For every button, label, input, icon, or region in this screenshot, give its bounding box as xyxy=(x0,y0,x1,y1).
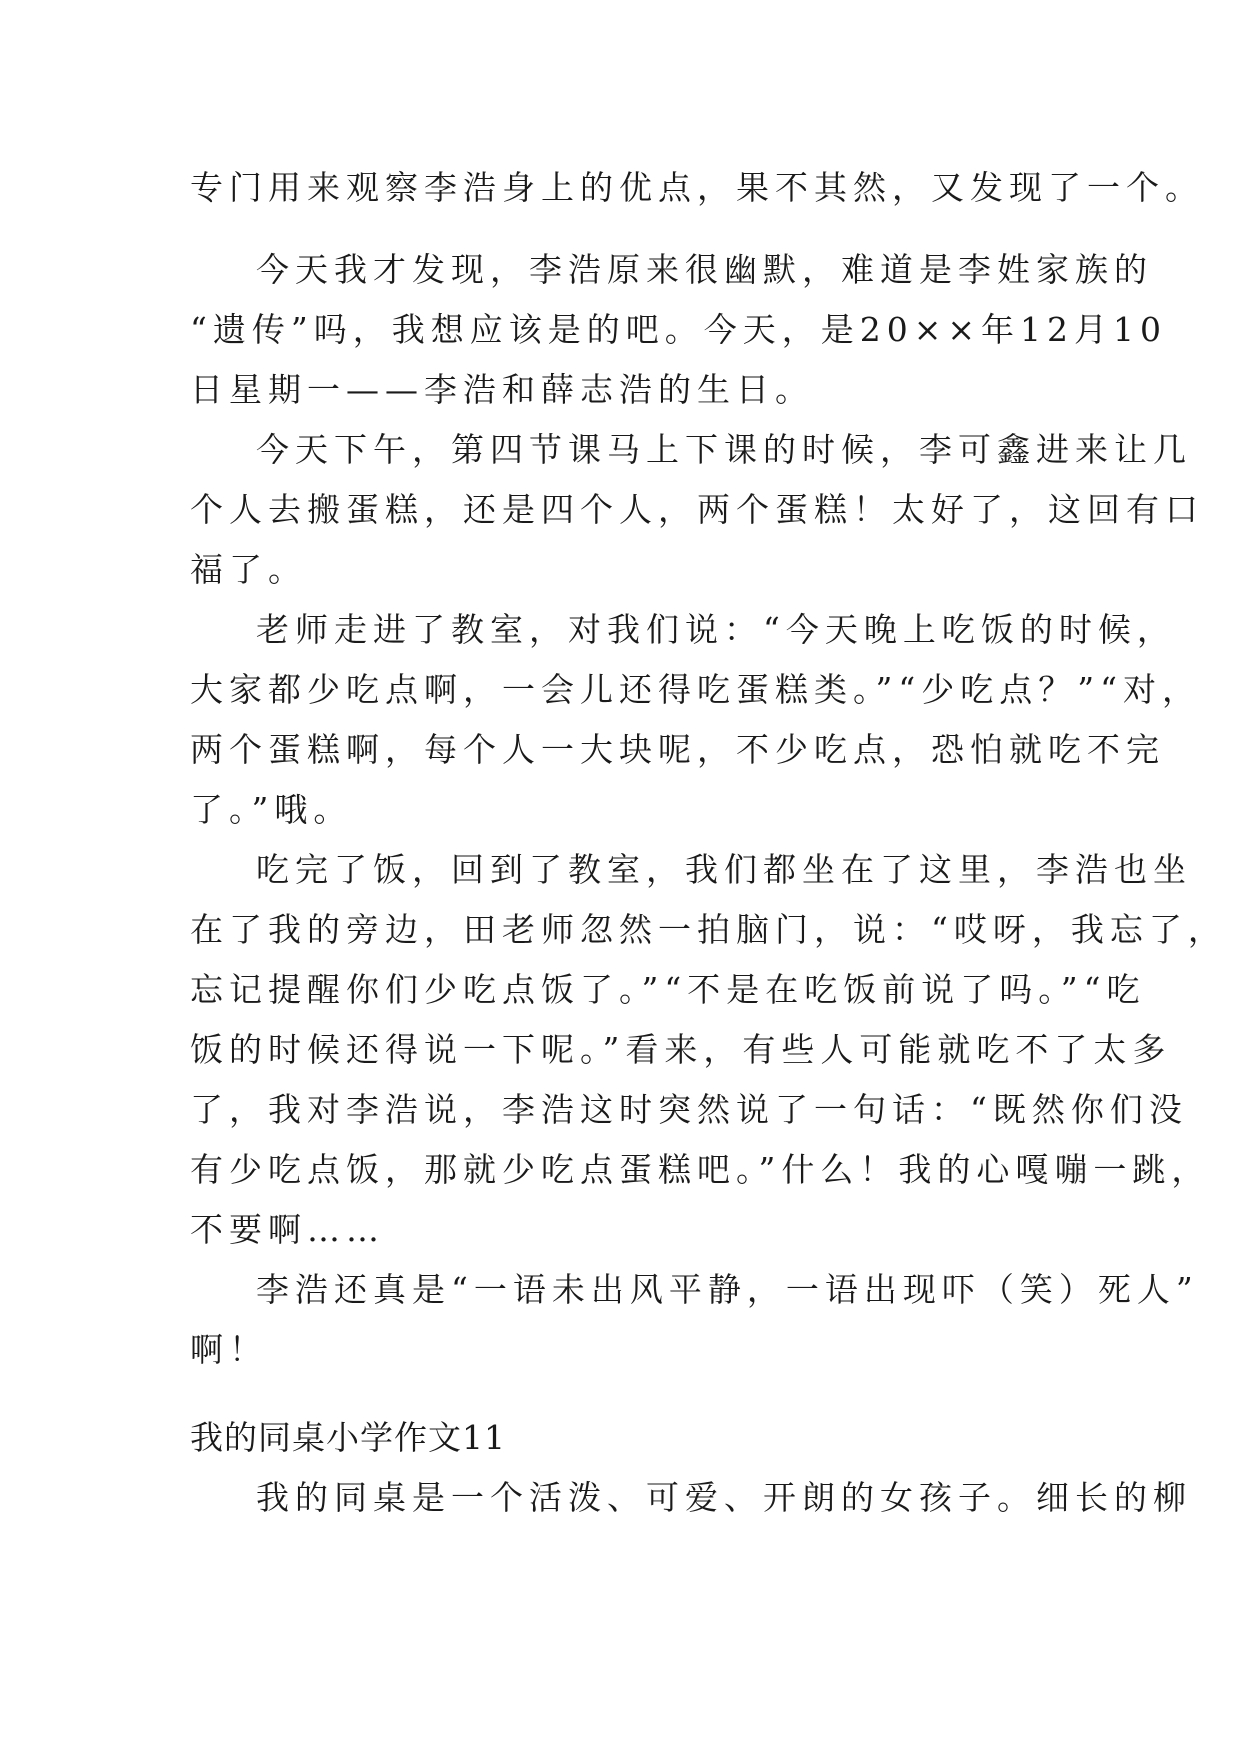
paragraph-continuation xyxy=(190,158,1204,218)
section-heading: 我的同桌小学作文11 xyxy=(190,1418,506,1457)
text-line: 啊！ xyxy=(190,1330,268,1369)
text-line: 不要啊…… xyxy=(190,1210,385,1249)
text-line: 了。”哦。 xyxy=(190,790,353,829)
text-line: 今天我才发现，李浩原来很幽默，难道是李姓家族的 xyxy=(256,250,1153,289)
text-line: 了，我对李浩说，李浩这时突然说了一句话：“既然你们没 xyxy=(190,1090,1188,1129)
text-line: 饭的时候还得说一下呢。”看来，有些人可能就吃不了太多 xyxy=(190,1030,1172,1069)
text-line: 专门用来观察李浩身上的优点，果不其然，又发现了一个。 xyxy=(190,168,1204,207)
text-line: 今天下午，第四节课马上下课的时候，李可鑫进来让几 xyxy=(256,430,1192,469)
text-line: 大家都少吃点啊，一会儿还得吃蛋糕类。”“少吃点？”“对， xyxy=(190,670,1201,709)
essay-title xyxy=(190,1408,1060,1468)
text-line: 在了我的旁边，田老师忽然一拍脑门，说：“哎呀，我忘了， xyxy=(190,910,1227,949)
text-line: 老师走进了教室，对我们说：“今天晚上吃饭的时候， xyxy=(256,610,1176,649)
text-line: 李浩还真是“一语未出风平静，一语出现吓（笑）死人” xyxy=(256,1270,1199,1309)
text-line: 有少吃点饭，那就少吃点蛋糕吧。”什么！我的心嘎嘣一跳， xyxy=(190,1150,1211,1189)
text-line: 个人去搬蛋糕，还是四个人，两个蛋糕！太好了，这回有口 xyxy=(190,490,1204,529)
text-line: 两个蛋糕啊，每个人一大块呢，不少吃点，恐怕就吃不完 xyxy=(190,730,1165,769)
text-line: “遗传”吗，我想应该是的吧。今天，是20××年12月10 xyxy=(190,310,1168,349)
text-line: 日星期一——李浩和薛志浩的生日。 xyxy=(190,370,814,409)
text-line: 忘记提醒你们少吃点饭了。”“不是在吃饭前说了吗。”“吃 xyxy=(190,970,1146,1009)
text-line: 福了。 xyxy=(190,550,307,589)
text-line: 吃完了饭，回到了教室，我们都坐在了这里，李浩也坐 xyxy=(256,850,1192,889)
paragraph-deskmate xyxy=(190,1468,1192,1528)
text-line: 我的同桌是一个活泼、可爱、开朗的女孩子。细长的柳 xyxy=(256,1478,1192,1517)
paragraph-humor xyxy=(190,240,1227,1380)
